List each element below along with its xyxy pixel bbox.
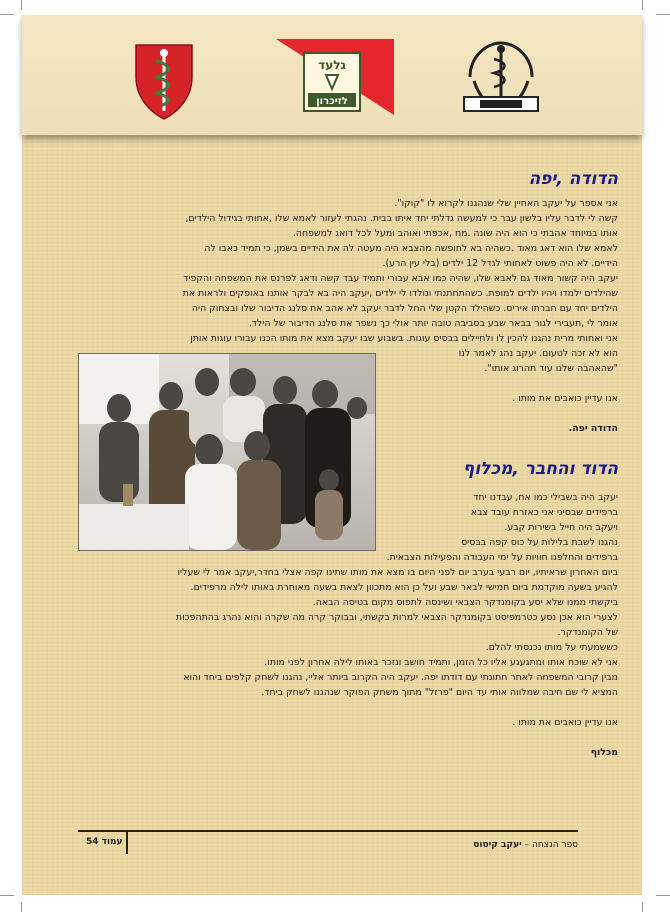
gilad-logo-bottom-text: לזיכרון [316, 96, 348, 107]
gilad-memorial-logo [276, 39, 394, 115]
header-band [22, 15, 642, 135]
text-line: ביקשתי ממנו שלא יסע בקומנדקר הצבאי ושינסה לתפוס מקום בטיסה הבאה. [312, 597, 618, 608]
text-line: אני ואחותי מרית נהגנו להכין לו ולחיילים בבסיס עוגות. בשבוע שבו יעקב מצא את מותו הכנו עבורו עוגות אותן [190, 333, 618, 344]
crop-mark [642, 902, 643, 912]
text-line: נהגנו לשבת בלילות על כוס קפה בבסיס [461, 537, 618, 548]
text-line: כששמעתי על מותו נכנסתי להלם. [485, 642, 618, 653]
section1-body [46, 196, 618, 346]
text-line: הידיים. לא היה פשוט לאחותי לגדל 12 ילדים (בלי עין הרע). [382, 258, 618, 269]
book-title-prefix: ספר הנצחה – [521, 840, 578, 850]
text-line: ברפידים שבסיני אני כאזרח עובד צבא [470, 507, 618, 518]
text-line: הילדים יחד עם חברתו איריס. כשהילד הקטן שלי החל לדבר יעקב לא אהב את סלנג הדיבור שלו ובצחוק היה [191, 303, 618, 314]
text-line: הוא לא זכה לטעום. יעקב נהג לאמר לנו [458, 348, 618, 359]
text-line: קשה לי לדבר עליו בלשון עבר כי למעשה גדלתי יחד איתו בבית. נהגתי לעזור לאמא שלו ,אחותי בגידול הילדים, [185, 213, 618, 224]
book-title [473, 840, 578, 850]
text-line: שהילדים ילמדו ויהיו ילדים למופת. כשהתחתנתי ונולדו לי ילדים ,יעקב היה בא לבקר אותנו באופקים ולראות את [182, 288, 618, 299]
text-line: המציא לי שם חיבה שמלווה אותי עד היום "פרזל" מתוך משחק הפוקר שנהגנו לשחק ביחד. [261, 687, 618, 698]
closing-line: אנו עדיין כואבים את מותו . [512, 393, 618, 404]
crop-mark [656, 895, 670, 896]
medical-corps-shield-logo [132, 41, 196, 121]
crop-mark [656, 14, 670, 15]
section2-title: הדוד והחבר ,מכלוף [462, 459, 618, 479]
crop-mark [21, 0, 22, 10]
crop-mark [21, 902, 22, 912]
text-line: אני אספר על יעקב האחיין שלי שנהגנו לקרוא לו "קוקו". [394, 198, 618, 209]
text-line: אומר לי ,תעבירי לגור בבאר שבע בסביבה טובה יותר אולי כך נשפר את סלנג הדיבור של הילד. [248, 318, 618, 329]
signature: הדודה יפה. [568, 423, 618, 434]
closing-line: אנו עדיין כואבים את מותו . [512, 717, 618, 728]
text-line: אותו במיוחד אהבתי כי הוא היה שונה .מח ,אכפתי ואוהב ומעל לכל דואג למשפחה. [292, 228, 618, 239]
gilad-logo-top-text: גלעד [318, 58, 346, 72]
section1-title: הדודה ,יפה [528, 169, 618, 189]
text-line: של הקומנדקר. [557, 627, 618, 638]
text-line: "שהאהבה שלנו עוד תהרוג אותו". [484, 363, 618, 374]
crop-mark [642, 0, 643, 10]
text-line: לאמא שלו הוא דאג מאוד .כשהיה בא לחופשה מהצבא היה מעטה לה את הידיים בשמן, כי תמיד כאבו לה [204, 243, 618, 254]
crop-mark [0, 14, 14, 15]
crop-mark [0, 895, 14, 896]
family-photo [78, 353, 376, 551]
text-line: ברפידים והחלפנו חוויות על ימי העבודה והפעילות הצבאית. [386, 552, 618, 563]
text-line: להגיע בשעה מוקדמת ביום חמישי לבאר שבע ועל כן הוא מתכוון לצאת בשעה מאוחרת באותו לילה מרפידים. [190, 582, 618, 593]
text-line: ביום האחרון שראיתיו, יום רבעי בערב יום לפני היום בו מצא את מותו שתינו קפה אצלי בחדר,יעקב אמר לי שעליו [177, 567, 618, 578]
book-title-name: יעקב קיסוס [473, 840, 522, 850]
text-line: לצערי הוא אכן נסע כטרמפיסט בקומנדקר הצבאי למרות בקשתי, ובבוקר קרה מה שקרה והוא נהרג בהתהפכות [175, 612, 618, 623]
family-photo-image [79, 354, 375, 550]
text-line: יעקב היה קשור מאוד גם לאבא שלו, שהיה כמו אבא עבורי ותמיד עבד קשה ודאג לפרנס את המשפחה והקפיד [183, 273, 618, 284]
text-line: ויעקב היה חייל בשירות קבע. [504, 522, 618, 533]
text-line: מבין קרובי המשפחה לאחר חתונתי עם דודתו יפה. יעקב היה הקרוב ביותר אליי, נהגנו לשחק קלפים ביחד והוא [183, 672, 618, 683]
footer-rule-tick [126, 830, 128, 854]
page-number: עמוד 54 [86, 837, 123, 847]
signature: מכלוף [590, 747, 618, 758]
memorial-page [22, 15, 642, 895]
footer-rule [78, 830, 578, 832]
text-line: יעקב היה בשבילי כמו אח, עבדנו יחד [473, 492, 618, 503]
section2-body [46, 550, 618, 760]
section2-wrap-text [408, 490, 618, 550]
text-line: אני לא שוכח אותו ומתגעגע אליו כל הזמן, ותמיד חושב ונזכר באותו לילה אחרון לפני מותו. [264, 657, 618, 668]
section1-wrap-text [408, 346, 618, 436]
medical-corps-emblem-logo [458, 37, 544, 119]
